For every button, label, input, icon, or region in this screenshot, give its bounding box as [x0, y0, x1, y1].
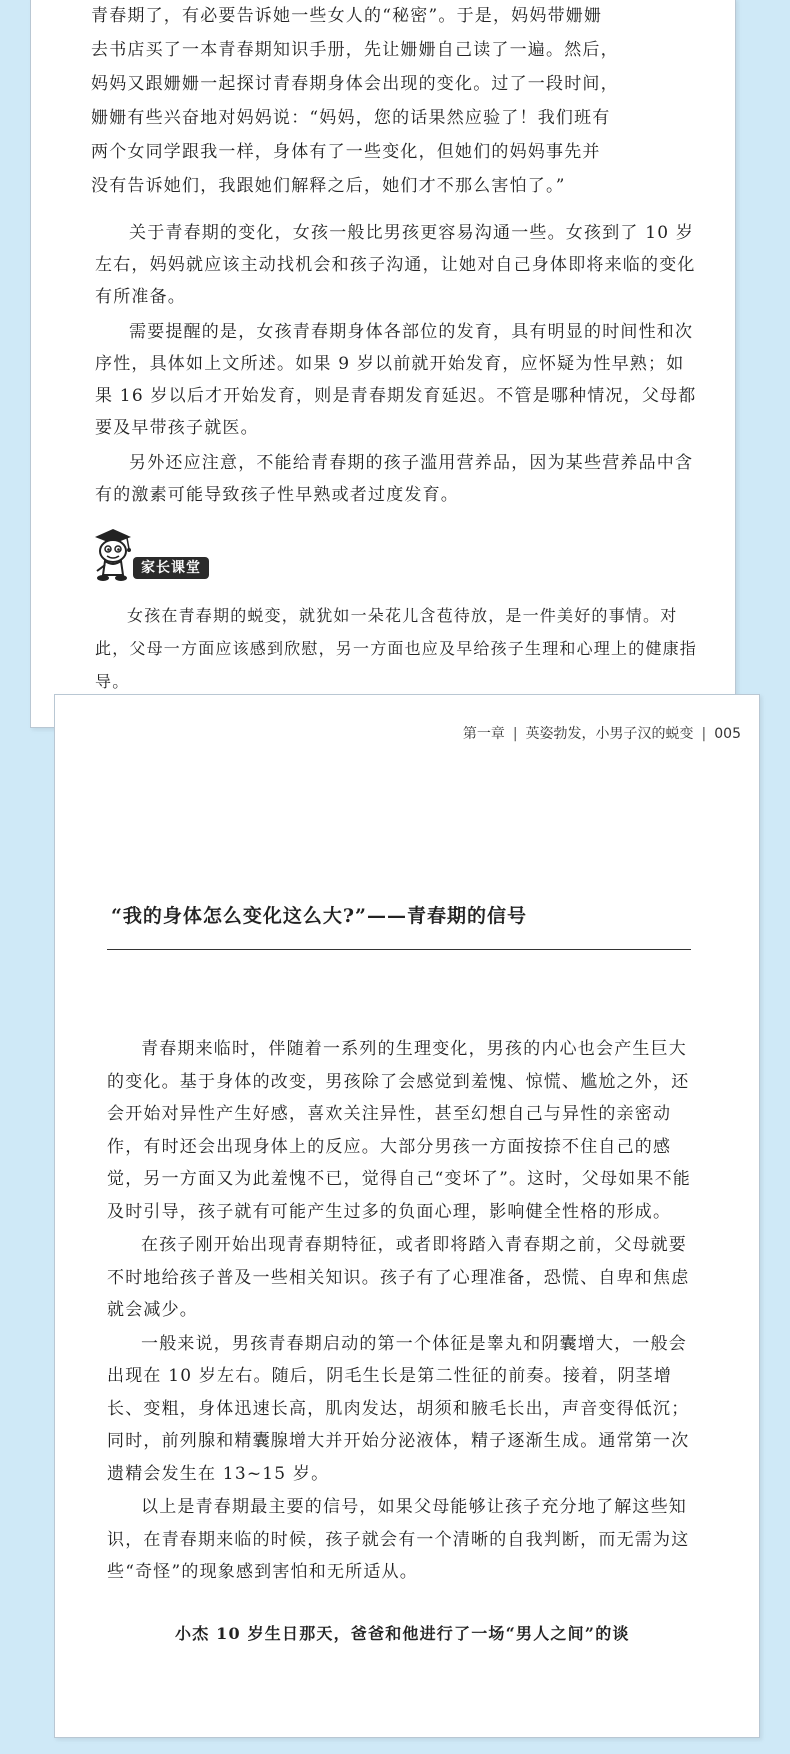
chapter-title: 英姿勃发，小男子汉的蜕变 — [525, 726, 694, 742]
paragraph: 青春期来临时，伴随着一系列的生理变化，男孩的内心也会产生巨大的变化。基于身体的改变，男孩除了会感觉到羞愧、惊慌、尴尬之外，还会开始对异性产生好感，喜欢关注异性，甚至幻想自己与异性的亲密动作，有时还会出现身体上的反应。大部分男孩一方面按捺不住自己的感觉，另一方面又为此羞愧不已，觉得自己“变坏了”。这时，父母如果不能及时引导，孩子就有可能产生过多的负面心理，影响健全性格的形成。 — [107, 1039, 691, 1222]
quote-line: 去书店买了一本青春期知识手册，先让姗姗自己读了一遍。然后， — [91, 40, 619, 60]
parent-class-heading — [91, 527, 241, 583]
paragraph: 一般来说，男孩青春期启动的第一个体征是睾丸和阴囊增大，一般会出现在 10 岁左右。随后，阴毛生长是第二性征的前奏。接着，阴茎增长、变粗，身体迅速长高，肌肉发达，胡须和腋毛长出，声音变得低沉；同时，前列腺和精囊腺增大并开始分泌液体，精子逐渐生成。通常第一次遗精会发生在 13~15 岁。 — [107, 1333, 690, 1484]
quote-line: 妈妈又跟姗姗一起探讨青春期身体会出现的变化。过了一段时间， — [91, 74, 619, 94]
chapter-label: 第一章 — [462, 726, 505, 742]
quote-line: 没有告诉她们，我跟她们解释之后，她们才不那么害怕了。” — [91, 176, 566, 196]
parent-class-label: 家长课堂 — [133, 557, 209, 579]
bottom-body-text — [107, 1033, 699, 1590]
paragraph: 另外还应注意，不能给青春期的孩子滥用营养品，因为某些营养品中含有的激素可能导致孩子性早熟或者过度发育。 — [95, 453, 694, 505]
top-body-text — [95, 217, 701, 514]
current-page: 第一章 | 英姿勃发，小男子汉的蜕变 | 005 “我的身体怎么变化这么大?”——青春期的信号 青春期来临时，伴随着一系列的生理变化，男孩的内心也会产生巨大的变化。基于身体的改变，男孩除了会感觉到羞愧、惊慌、尴尬之外，还会开始对异性产生好感，喜欢关注异性，甚至幻想自己与异性的亲密动作，有时还会出现身体上的反应。大部分男孩一方面按捺不住自己的感觉，另一方面又为此羞愧不已，觉得自己“变坏了”。这时，父母如果不能及时引导，孩子就有可能产生过多的负面心理，影响健全性格的形成。 在孩子刚开始出现青春期特征，或者即将踏入青春期之前，父母就要不时地给孩子普及一些相关知识。孩子有了心理准备，恐慌、自卑和焦虑就会减少。 一般来说，男孩青春期启动的第一个体征是睾丸和阴囊增大，一般会出现在 10 岁左右。随后，阴毛生长是第二性征的前奏。接着，阴茎增长、变粗，身体迅速长高，肌肉发达，胡须和腋毛长出，声音变得低沉；同时，前列腺和精囊腺增大并开始分泌液体，精子逐渐生成。通常第一次遗精会发生在 13~15 岁。 以上是青春期最主要的信号，如果父母能够让孩子充分地了解这些知识，在青春期来临的时候，孩子就会有一个清晰的自我判断，而无需为这些“奇怪”的现象感到害怕和无所适从。 小杰 10 岁生日那天，爸爸和他进行了一场“男人之间”的谈 — [54, 694, 760, 1738]
title-divider — [107, 949, 691, 950]
story-quote — [91, 0, 671, 203]
section-title: “我的身体怎么变化这么大?”——青春期的信号 — [111, 905, 527, 927]
quote-line: 青春期了，有必要告诉她一些女人的“秘密”。于是，妈妈带姗姗 — [91, 6, 603, 26]
paragraph: 女孩在青春期的蜕变，就犹如一朵花儿含苞待放，是一件美好的事情。对此，父母一方面应该感到欣慰，另一方面也应及早给孩子生理和心理上的健康指导。 — [95, 606, 698, 691]
quote-line: 两个女同学跟我一样，身体有了一些变化，但她们的妈妈事先并 — [91, 142, 601, 162]
previous-page — [30, 0, 736, 728]
paragraph: 关于青春期的变化，女孩一般比男孩更容易沟通一些。女孩到了 10 岁左右，妈妈就应该主动找机会和孩子沟通，让她对自己身体即将来临的变化有所准备。 — [95, 223, 696, 307]
quote-line: 姗姗有些兴奋地对妈妈说：“妈妈，您的话果然应验了！我们班有 — [91, 108, 611, 128]
story-intro-line: 小杰 10 岁生日那天，爸爸和他进行了一场“男人之间”的谈 — [175, 1624, 630, 1643]
paragraph: 以上是青春期最主要的信号，如果父母能够让孩子充分地了解这些知识，在青春期来临的时候，孩子就会有一个清晰的自我判断，而无需为这些“奇怪”的现象感到害怕和无所适从。 — [107, 1497, 690, 1582]
paragraph: 在孩子刚开始出现青春期特征，或者即将踏入青春期之前，父母就要不时地给孩子普及一些相关知识。孩子有了心理准备，恐慌、自卑和焦虑就会减少。 — [107, 1235, 690, 1320]
parent-class-text — [95, 599, 701, 698]
page-number: 005 — [714, 726, 741, 742]
paragraph: 需要提醒的是，女孩青春期身体各部位的发育，具有明显的时间性和次序性，具体如上文所述。如果 9 岁以前就开始发育，应怀疑为性早熟；如果 16 岁以后才开始发育，则是青春期发育延迟。不管是哪种情况，父母都要及早带孩子就医。 — [95, 322, 697, 438]
